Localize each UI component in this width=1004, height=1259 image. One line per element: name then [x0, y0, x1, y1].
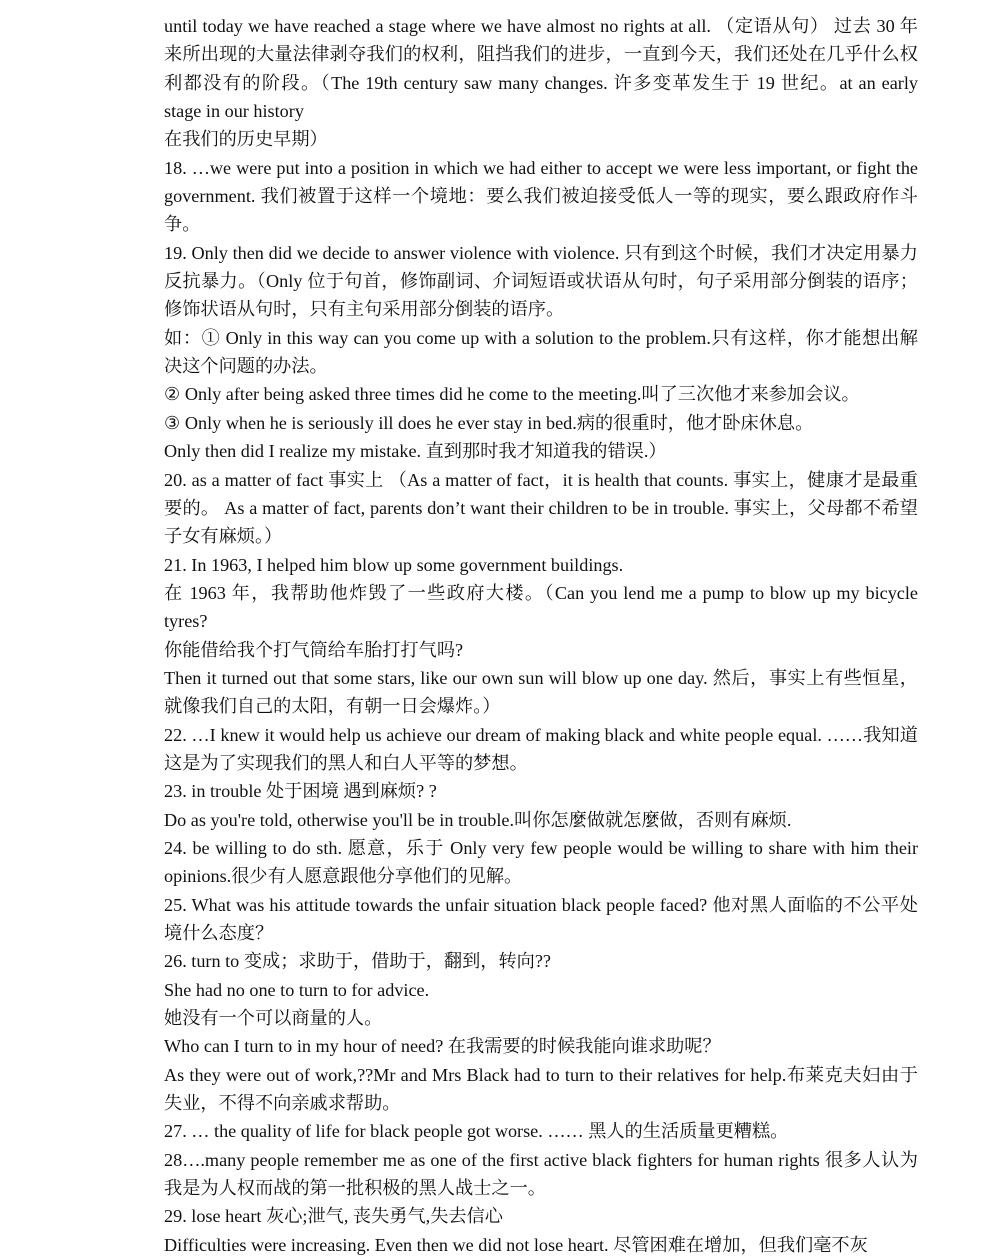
paragraph: 她没有一个可以商量的人。 [164, 1008, 383, 1029]
paragraph: 19. Only then did we decide to answer violence with violence. 只有到这个时候，我们才决定用暴力反抗暴力。（Only 位于句首，修饰副词、介词短语或状语从句时，句子采用部分倒装的语序；修饰状语从句时，只有主句采用部分倒装的语序。 [164, 242, 918, 320]
paragraph: 23. in trouble 处于困境 遇到麻烦? ? [164, 781, 437, 802]
document-page [164, 12, 918, 1259]
paragraph: Do as you're told, otherwise you'll be in trouble.叫你怎麼做就怎麼做，否则有麻烦. [164, 809, 792, 830]
paragraph: 29. lose heart 灰心;泄气, 丧失勇气,失去信心 [164, 1206, 503, 1227]
paragraph: Difficulties were increasing. Even then we did not lose heart. 尽管困难在增加，但我们毫不灰 [164, 1234, 868, 1255]
paragraph: 你能借给我个打气筒给车胎打打气吗? [164, 639, 464, 660]
paragraph: Only then did I realize my mistake. 直到那时我才知道我的错误.） [164, 441, 667, 462]
paragraph: 18. …we were put into a position in which we had either to accept we were less important, or fight the government. 我们被置于这样一个境地：要么我们被迫接受低人一等的现实，要么跟政府作斗争。 [164, 157, 918, 235]
paragraph: ③ Only when he is seriously ill does he ever stay in bed.病的很重时，他才卧床休息。 [164, 412, 814, 433]
paragraph: 20. as a matter of fact 事实上 （As a matter of fact，it is health that counts. 事实上，健康才是最重要的。 As a matter of fact, parents don’t want their children to be in trouble. 事实上，父母都不希望子女有麻烦。） [164, 469, 918, 547]
paragraph: until today we have reached a stage where we have almost no rights at all. （定语从句） 过去 30 年来所出现的大量法律剥夺我们的权利，阻挡我们的进步，一直到今天，我们还处在几乎什么权利都没有的阶段。（The 19th century saw many changes. 许多变革发生于 19 世纪。at an early stage in our history [164, 16, 918, 122]
paragraph: 如：① Only in this way can you come up with a solution to the problem.只有这样，你才能想出解决这个问题的办法。 [164, 327, 918, 377]
paragraph: 在我们的历史早期） [164, 129, 328, 150]
paragraph: 27. … the quality of life for black people got worse. …… 黑人的生活质量更糟糕。 [164, 1121, 789, 1142]
paragraph: She had no one to turn to for advice. [164, 979, 430, 1000]
paragraph: 24. be willing to do sth. 愿意，乐于 Only very few people would be willing to share with him their opinions.很少有人愿意跟他分享他们的见解。 [164, 837, 918, 887]
paragraph: Who can I turn to in my hour of need? 在我需要的时候我能向谁求助呢？ [164, 1036, 721, 1057]
paragraph: 25. What was his attitude towards the unfair situation black people faced? 他对黑人面临的不公平处境什么态度？ [164, 894, 918, 943]
paragraph: As they were out of work,??Mr and Mrs Black had to turn to their relatives for help.布莱克夫妇由于失业，不得不向亲戚求帮助。 [164, 1064, 918, 1114]
paragraph: ② Only after being asked three times did he come to the meeting.叫了三次他才来参加会议。 [164, 384, 860, 405]
paragraph: Then it turned out that some stars, like our own sun will blow up one day. 然后，事实上有些恒星，就像我们自己的太阳，有朝一日会爆炸。） [164, 667, 918, 717]
paragraph: 22. …I knew it would help us achieve our dream of making black and white people equal. ……我知道这是为了实现我们的黑人和白人平等的梦想。 [164, 724, 918, 773]
paragraph: 26. turn to 变成；求助于，借助于，翻到，转向?? [164, 951, 551, 972]
paragraph: 21. In 1963, I helped him blow up some government buildings. [164, 554, 624, 575]
paragraph: 28….many people remember me as one of the first active black fighters for human rights 很多人认为我是为人权而战的第一批积极的黑人战士之一。 [164, 1149, 918, 1199]
paragraph: 在 1963 年，我帮助他炸毁了一些政府大楼。（Can you lend me a pump to blow up my bicycle tyres? [164, 582, 918, 632]
